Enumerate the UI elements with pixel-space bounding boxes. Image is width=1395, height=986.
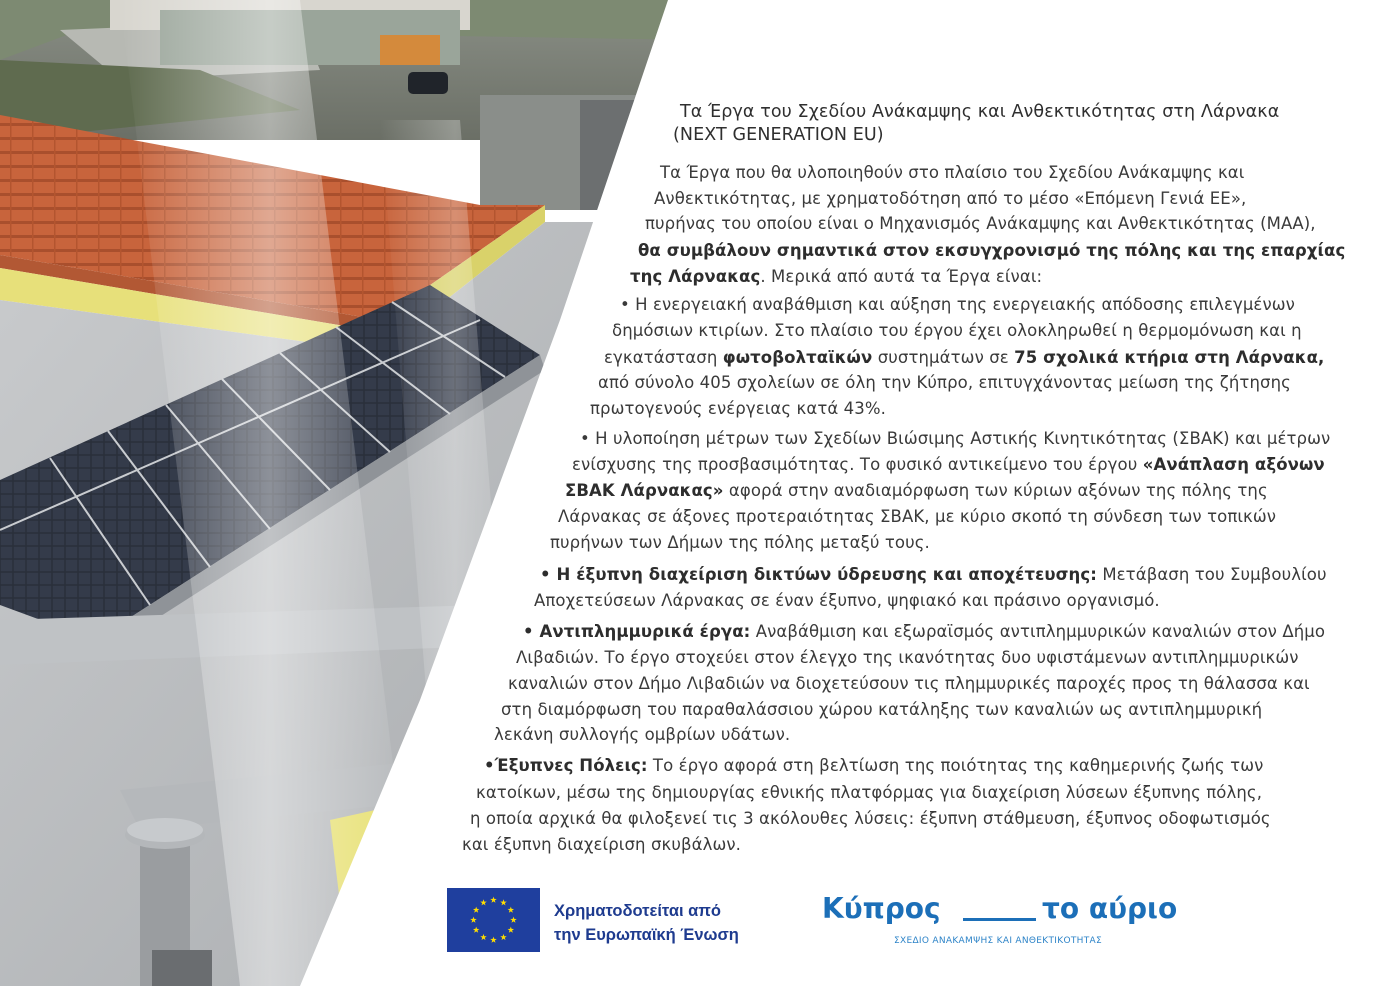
bullet1-line-3b: φωτοβολταϊκών — [722, 348, 873, 367]
bullet2-line-3 — [565, 481, 1268, 501]
bullet2-line-4: Λάρνακας σε άξονες προτεραιότητας ΣΒΑΚ, με κύριο σκοπό τη σύνδεση των τοπικών — [558, 507, 1277, 526]
bullet5-line-3: η οποία αρχικά θα φιλοξενεί τις 3 ακόλουθες λύσεις: έξυπνη στάθμευση, έξυπνος οδοφωτισμός — [470, 809, 1271, 828]
bullet1-line-1: • Η ενεργειακή αναβάθμιση και αύξηση της ενεργειακής απόδοσης επιλεγμένων — [620, 295, 1296, 314]
bullet1-line-3d: 75 σχολικά κτήρια στη Λάρνακα, — [1014, 348, 1325, 367]
intro-line-5-bold: της Λάρνακας — [630, 267, 761, 286]
bullet2-line-5: πυρήνων των Δήμων της πόλης μεταξύ τους. — [550, 533, 930, 552]
bullet3-line-2: Αποχετεύσεων Λάρνακας σε έναν έξυπνο, ψηφιακό και πράσινο οργανισμό. — [534, 591, 1160, 610]
logo-subtitle: ΣΧΕΔΙΟ ΑΝΑΚΑΜΨΗΣ ΚΑΙ ΑΝΘΕΚΤΙΚΟΤΗΤΑΣ — [894, 936, 1102, 946]
bullet1-line-5: πρωτογενούς ενέργειας κατά 43%. — [590, 399, 886, 418]
bullet1-line-3a: εγκατάσταση — [604, 348, 723, 367]
bullet1-line-3c: συστημάτων σε — [872, 348, 1015, 367]
bullet3-line-1 — [540, 565, 1327, 585]
bullet2-line-1: • Η υλοποίηση μέτρων των Σχεδίων Βιώσιμης Αστικής Κινητικότητας (ΣΒΑΚ) και μέτρων — [580, 429, 1331, 448]
title-line-2: (NEXT GENERATION EU) — [673, 125, 884, 145]
logo-underline — [963, 918, 1036, 921]
bullet4-line-1b: Αναβάθμιση και εξωραϊσμός αντιπλημμυρικών καναλιών στον Δήμο — [750, 622, 1326, 641]
intro-line-1: Τα Έργα που θα υλοποιηθούν στο πλαίσιο του Σχεδίου Ανάκαμψης και — [660, 163, 1245, 182]
eu-funding-line-2: την Ευρωπαϊκή Ένωση — [554, 926, 739, 944]
bullet2-line-3b: αφορά στην αναδιαμόρφωση των κύριων αξόνων της πόλης της — [723, 481, 1268, 500]
bullet3-line-1b: Μετάβαση του Συμβουλίου — [1096, 565, 1327, 584]
bullet2-line-2a: ενίσχυσης της προσβασιμότητας. Το φυσικό αντικείμενο του έργου — [572, 455, 1143, 474]
bullet4-line-1a: • Αντιπλημμυρικά έργα: — [523, 622, 751, 641]
bullet4-line-5: λεκάνη συλλογής ομβρίων υδάτων. — [494, 725, 791, 744]
bullet1-line-3 — [604, 348, 1324, 368]
bullet5-line-1b: Το έργο αφορά στη βελτίωση της ποιότητας της καθημερινής ζωής των — [647, 756, 1264, 775]
intro-line-5 — [630, 267, 1042, 287]
intro-line-4-bold: θα συμβάλουν σημαντικά στον εκσυγχρονισμό της πόλης και της επαρχίας — [638, 241, 1346, 260]
cyprus-tomorrow-logo — [822, 892, 1178, 962]
bullet5-line-1a: •Έξυπνες Πόλεις: — [484, 756, 648, 775]
bullet2-line-2 — [572, 455, 1325, 475]
bullet5-line-2: κατοίκων, μέσω της δημιουργίας εθνικής πλατφόρμας για διαχείριση λύσεων έξυπνης πόλης, — [476, 783, 1263, 802]
bullet2-line-3a: ΣΒΑΚ Λάρνακας» — [565, 481, 724, 500]
intro-line-2: Ανθεκτικότητας, με χρηματοδότηση από το μέσο «Επόμενη Γενιά ΕΕ», — [654, 189, 1247, 208]
title-line-1: Τα Έργα του Σχεδίου Ανάκαμψης και Ανθεκτικότητας στη Λάρνακα — [680, 102, 1280, 122]
logo-word-cyprus: Κύπρος — [822, 892, 941, 925]
bullet4-line-2: Λιβαδιών. Το έργο στοχεύει στον έλεγχο της ικανότητας δυο υφιστάμενων αντιπλημμυρικών — [516, 648, 1299, 667]
bullet3-line-1a: • Η έξυπνη διαχείριση δικτύων ύδρευσης και αποχέτευσης: — [540, 565, 1097, 584]
bullet5-line-1 — [484, 756, 1263, 776]
bullet1-line-2: δημόσιων κτιρίων. Στο πλαίσιο του έργου έχει ολοκληρωθεί η θερμομόνωση και η — [612, 321, 1302, 340]
eu-flag-icon — [447, 888, 540, 952]
bullet4-line-4: στη διαμόρφωση του παραθαλάσσιου χώρου κατάληξης των καναλιών ως αντιπλημμυρική — [501, 700, 1263, 719]
bullet4-line-3: καναλιών στον Δήμο Λιβαδιών να διοχετεύσουν τις πλημμυρικές παροχές προς τη θάλασσα και — [508, 674, 1310, 693]
eu-funding-line-1: Χρηματοδοτείται από — [554, 902, 721, 920]
intro-line-5-rest: . Μερικά από αυτά τα Έργα είναι: — [760, 267, 1043, 286]
intro-line-3: πυρήνας του οποίου είναι ο Μηχανισμός Ανάκαμψης και Ανθεκτικότητας (ΜΑΑ), — [645, 214, 1316, 233]
bullet2-line-2b: «Ανάπλαση αξόνων — [1142, 455, 1325, 474]
intro-line-4 — [638, 241, 1345, 261]
logo-word-tomorrow: το αύριο — [1042, 892, 1178, 925]
bullet1-line-4: από σύνολο 405 σχολείων σε όλη την Κύπρο, επιτυγχάνοντας μείωση της ζήτησης — [598, 373, 1291, 392]
bullet4-line-1 — [523, 622, 1325, 642]
bullet5-line-4: και έξυπνη διαχείριση σκυβάλων. — [462, 835, 742, 854]
